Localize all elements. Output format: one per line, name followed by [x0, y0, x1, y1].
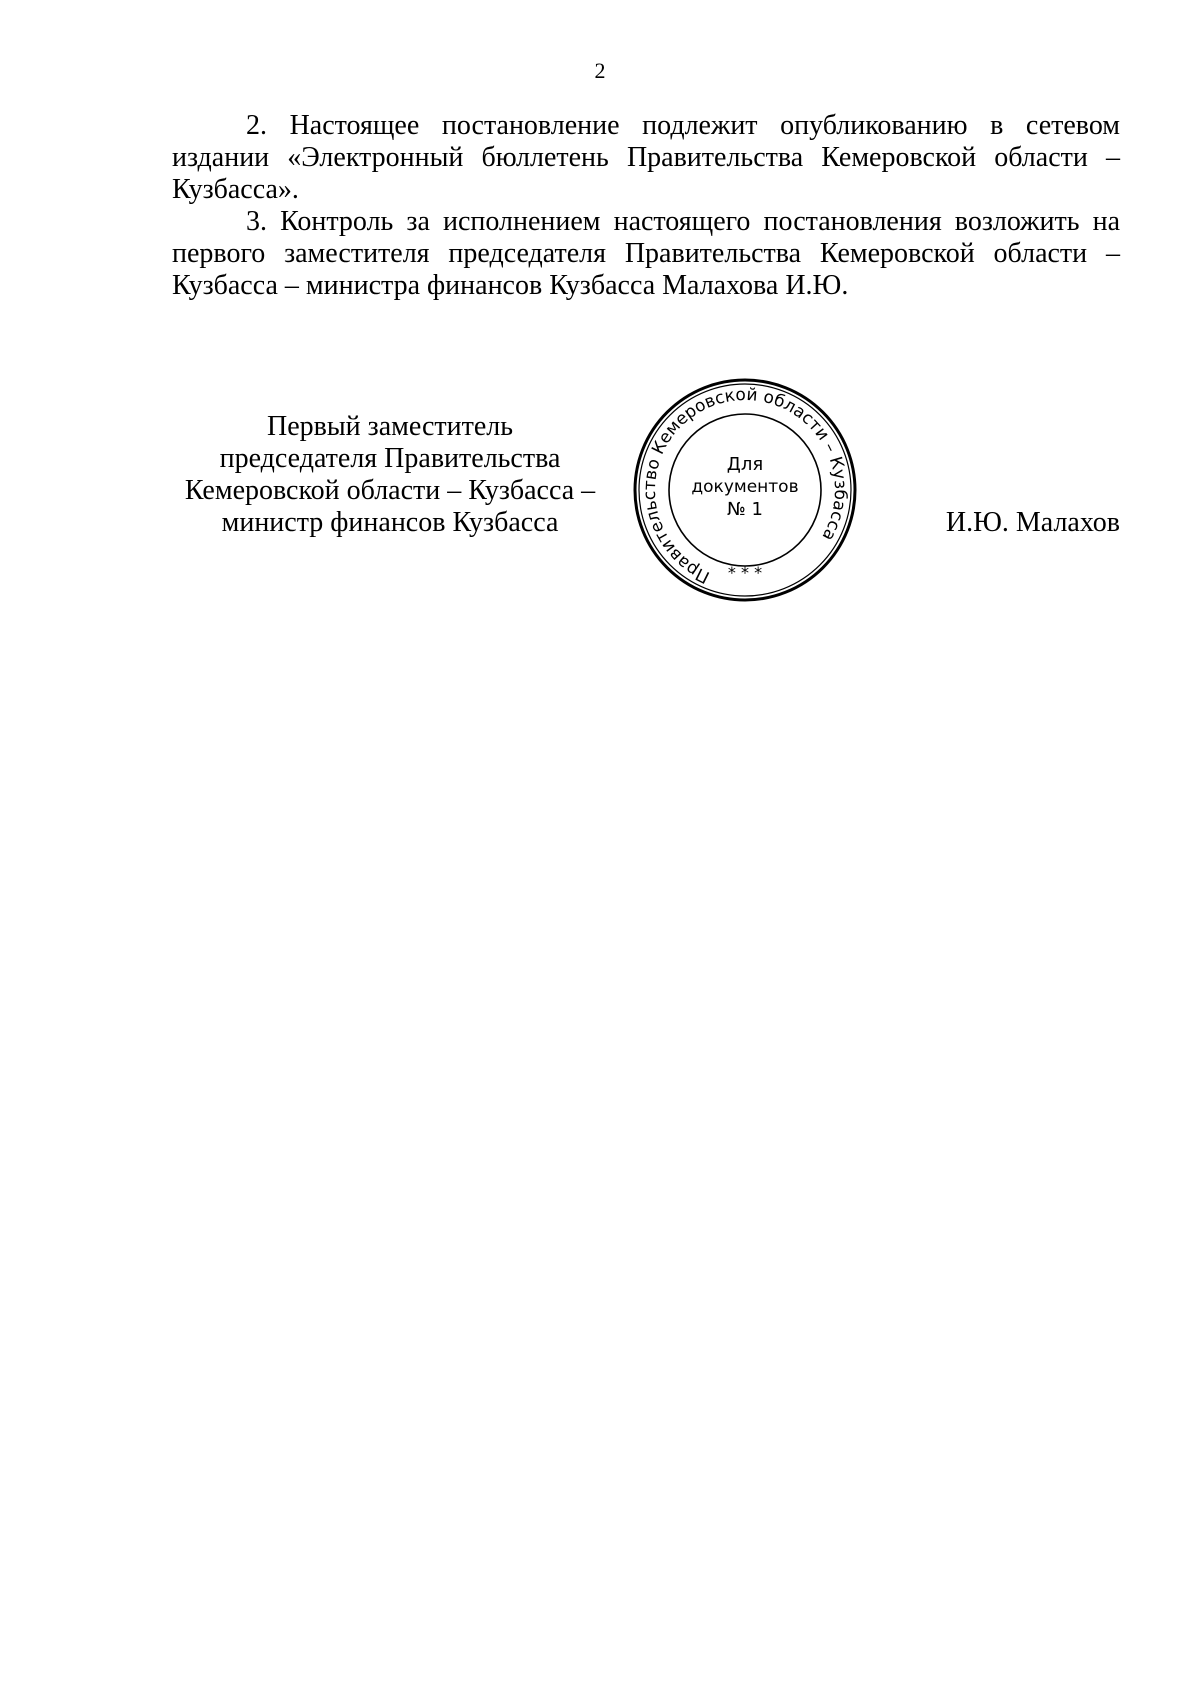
- signer-title-line: Первый заместитель: [266, 411, 514, 442]
- stamp-center-line: Для: [726, 454, 764, 475]
- official-stamp: [630, 375, 860, 605]
- signer-name: И.Ю. Малахов: [945, 507, 1120, 538]
- stamp-center-line: № 1: [727, 499, 763, 520]
- signer-title-line: председателя Правительства: [219, 443, 561, 474]
- stamp-center-line: документов: [691, 477, 799, 497]
- signer-title-line: министр финансов Кузбасса: [221, 507, 559, 538]
- stamp-ring-text: Правительство Кемеровской области – Кузбасса: [639, 384, 851, 587]
- signer-title: [160, 411, 620, 539]
- signer-title-line: Кемеровской области – Кузбасса –: [184, 475, 596, 506]
- document-body: [172, 110, 1120, 302]
- page-number: 2: [594, 58, 606, 83]
- stamp-stars: * * *: [727, 563, 763, 582]
- paragraph-control: 3. Контроль за исполнением настоящего постановления возложить на первого заместителя председателя Правительства Кемеровской области – Кузбасса – министра финансов Кузбасса Малахова И.Ю.: [172, 206, 1120, 301]
- paragraph-publication: 2. Настоящее постановление подлежит опубликованию в сетевом издании «Электронный бюллетень Правительства Кемеровской области – Кузбасса».: [172, 110, 1120, 205]
